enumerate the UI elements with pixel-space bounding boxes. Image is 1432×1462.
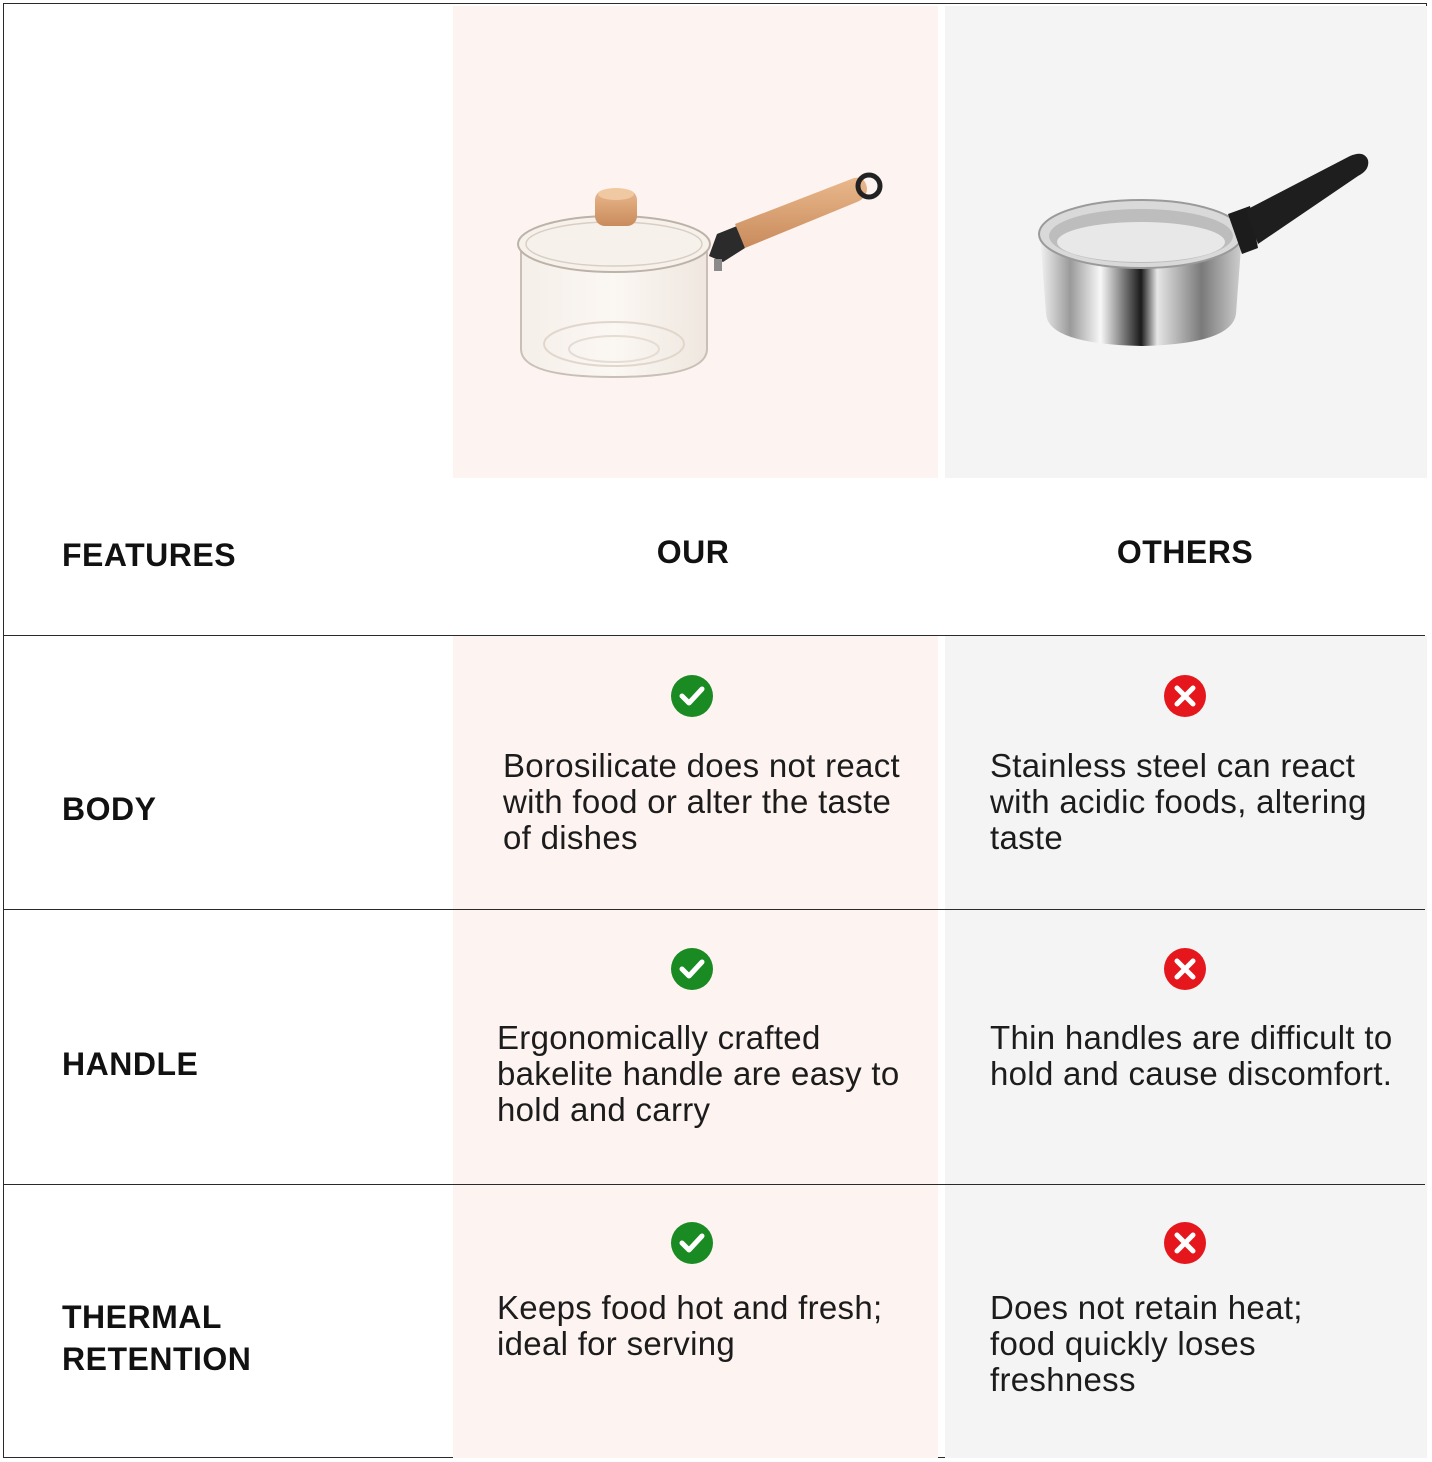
feature-label-thermal-line2: RETENTION <box>62 1341 252 1377</box>
header-gap <box>4 478 1428 486</box>
row-divider <box>4 909 1425 910</box>
row-divider <box>4 635 1425 636</box>
feature-label-thermal-line1: THERMAL <box>62 1299 222 1335</box>
comparison-table <box>3 3 1427 1458</box>
others-heading: OTHERS <box>1116 534 1254 570</box>
row-divider <box>4 1184 1425 1185</box>
others-handle-text: Thin handles are difficult to hold and cause discomfort. <box>990 1019 1393 1092</box>
our-heading: OUR <box>656 534 730 570</box>
steel-saucepan-image <box>1032 144 1377 359</box>
features-heading: FEATURES <box>62 537 237 573</box>
our-handle-text: Ergonomically crafted bakelite handle are easy to hold and carry <box>497 1019 900 1128</box>
feature-label-handle: HANDLE <box>62 1046 199 1082</box>
others-thermal-text: Does not retain heat; food quickly loses freshness <box>990 1289 1303 1398</box>
check-icon <box>670 1221 714 1265</box>
our-body-text: Borosilicate does not react with food or alter the taste of dishes <box>503 747 900 856</box>
feature-label-body: BODY <box>62 791 157 827</box>
cross-icon <box>1163 1221 1207 1265</box>
check-icon <box>670 674 714 718</box>
feature-label-thermal <box>62 1296 251 1380</box>
cross-icon <box>1163 947 1207 991</box>
check-icon <box>670 947 714 991</box>
others-body-text: Stainless steel can react with acidic foods, altering taste <box>990 747 1367 856</box>
cross-icon <box>1163 674 1207 718</box>
our-thermal-text: Keeps food hot and fresh; ideal for serving <box>497 1289 883 1362</box>
glass-saucepan-image <box>509 164 899 394</box>
